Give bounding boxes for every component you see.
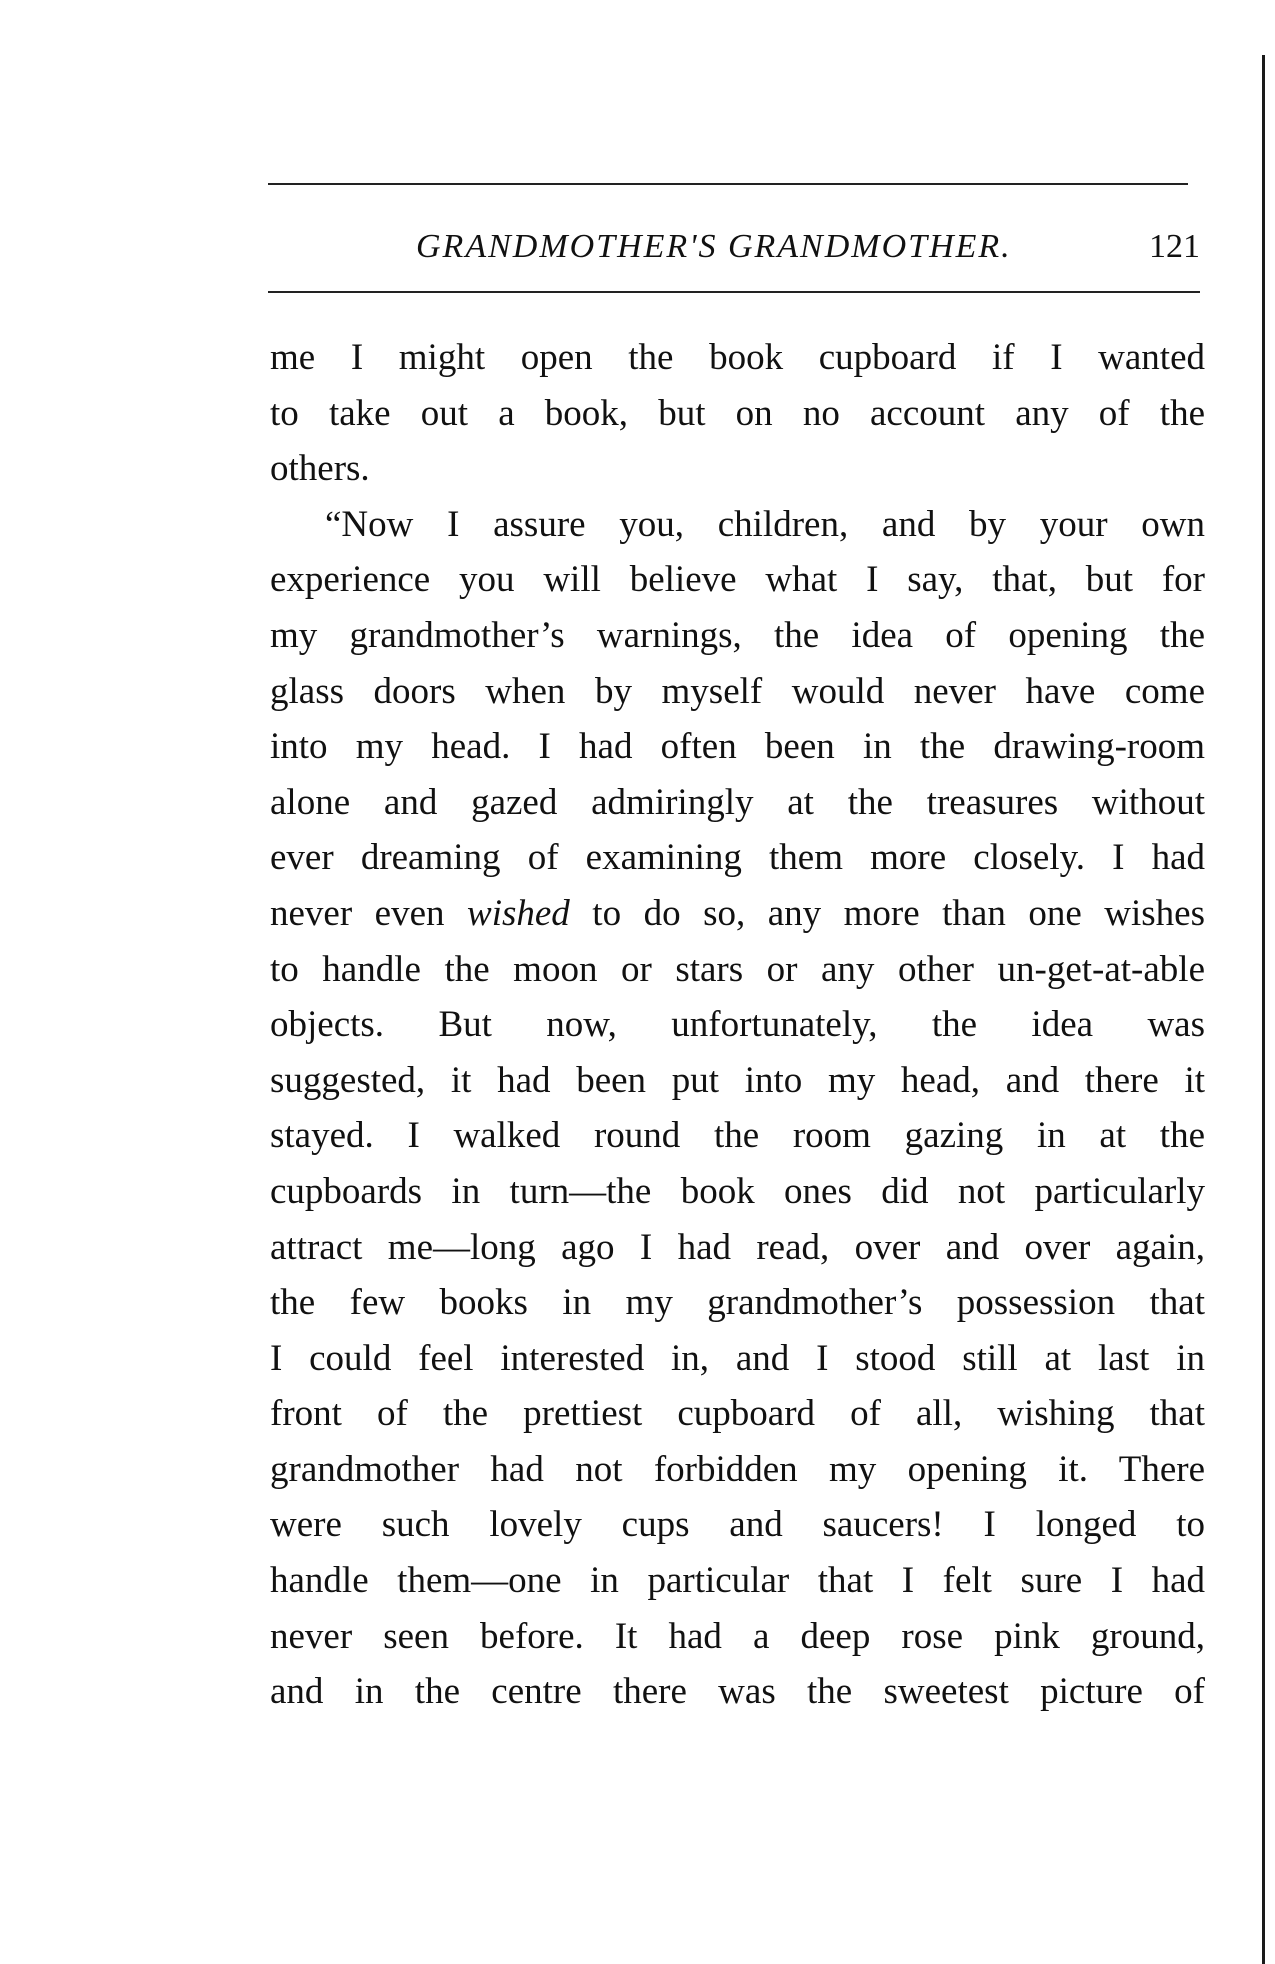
text-line: attract me—long ago I had read, over and over again,	[270, 1226, 1205, 1268]
text-line: others.	[270, 448, 370, 490]
text-line: ever dreaming of examining them more closely. I had	[270, 837, 1205, 879]
text-line: into my head. I had often been in the drawing-room	[270, 726, 1205, 768]
text-line: handle them—one in particular that I felt sure I had	[270, 1560, 1205, 1602]
text-line: cupboards in turn—the book ones did not particularly	[270, 1170, 1205, 1212]
text-line: my grandmother’s warnings, the idea of opening the	[270, 614, 1205, 656]
text-line: me I might open the book cupboard if I wanted	[270, 337, 1205, 378]
text-line: glass doors when by myself would never have come	[270, 670, 1205, 712]
text-line: “Now I assure you, children, and by your own	[325, 503, 1205, 545]
top-rule	[268, 183, 1188, 185]
text-line	[270, 886, 1205, 942]
text-line: suggested, it had been put into my head, and there it	[270, 1059, 1205, 1101]
page-number: 121	[1149, 228, 1200, 265]
text-line: objects. But now, unfortunately, the idea was	[270, 1004, 1205, 1046]
text-line: never seen before. It had a deep rose pink ground,	[270, 1615, 1205, 1657]
text-line: to take out a book, but on no account any of the	[270, 392, 1205, 434]
header-rule	[268, 291, 1200, 293]
text-line: the few books in my grandmother’s possession that	[270, 1282, 1205, 1324]
text-line: to handle the moon or stars or any other un-get-at-able	[270, 948, 1205, 990]
text-line: experience you will believe what I say, that, but for	[270, 559, 1205, 601]
text-segment: never even	[270, 892, 468, 934]
text-line: front of the prettiest cupboard of all, wishing that	[270, 1393, 1205, 1435]
text-line: stayed. I walked round the room gazing in at the	[270, 1115, 1205, 1157]
page-edge-line	[1262, 55, 1265, 1964]
text-line: I could feel interested in, and I stood still at last in	[270, 1337, 1205, 1379]
text-line: and in the centre there was the sweetest picture of	[270, 1671, 1205, 1713]
running-title: GRANDMOTHER'S GRANDMOTHER.	[416, 228, 1012, 265]
text-segment: to do so, any more than one wishes	[569, 892, 1205, 934]
text-line: were such lovely cups and saucers! I longed to	[270, 1504, 1205, 1546]
emphasized-word: wished	[467, 892, 570, 934]
page-header	[268, 222, 1200, 272]
text-line: grandmother had not forbidden my opening it. There	[270, 1448, 1205, 1490]
body-text	[270, 330, 1205, 1720]
text-line: alone and gazed admiringly at the treasures without	[270, 781, 1205, 823]
